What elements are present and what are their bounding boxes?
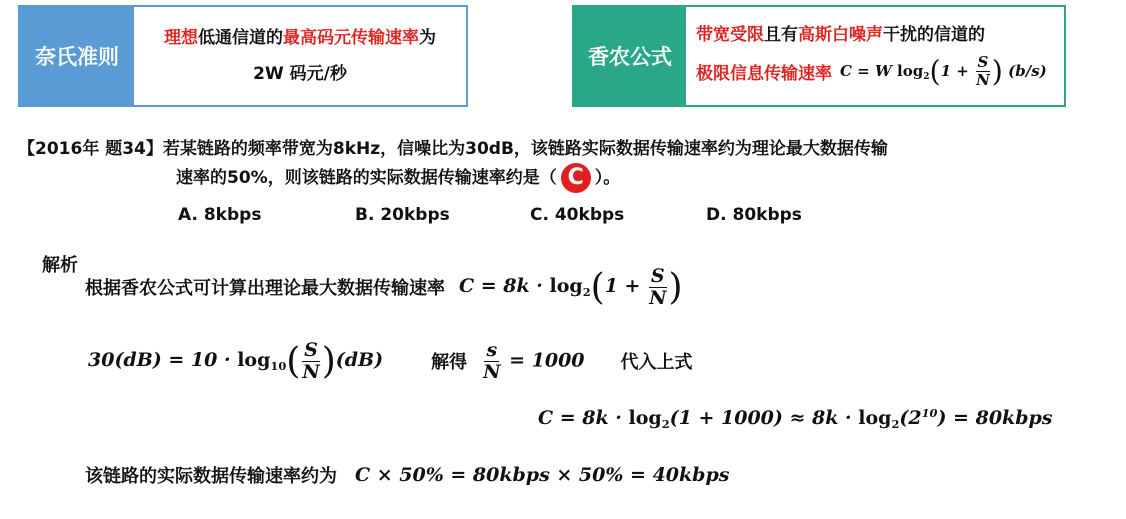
answer-badge: C [561, 163, 591, 193]
substitute-label: 代入上式 [620, 352, 693, 373]
shannon-formula-box [572, 5, 1066, 107]
option-b: B. 20kbps [355, 205, 450, 225]
option-d: D. 80kbps [706, 205, 802, 225]
capacity-formula: $C = 8k \cdot \log_2(1 + 1000) \approx 8k \cdot \log_2(2^{10})$ = 80kbps [538, 406, 1053, 431]
shannon-limit-rate: 极限信息传输速率 [696, 63, 832, 84]
shannon-bandlimited: 带宽受限 [696, 24, 764, 45]
step1-text: 根据香农公式可计算出理论最大数据传输速率 [85, 278, 445, 299]
nyquist-is: 为 [419, 28, 436, 48]
nyquist-value: 2W 码元/秒 [253, 64, 347, 84]
conclusion-formula: C × 50% = 80kbps × 50% = 40kbps [355, 464, 730, 486]
solve-label: 解得 [431, 352, 468, 373]
question-line2-text: 速率的50%，则该链路的实际数据传输速率约是（ [176, 168, 557, 188]
analysis-conclusion [85, 462, 729, 488]
option-c: C. 40kbps [530, 205, 625, 225]
shannon-text [686, 7, 1064, 105]
nyquist-ideal: 理想 [164, 28, 198, 48]
conclusion-text: 该链路的实际数据传输速率约为 [85, 466, 337, 487]
question [18, 135, 1108, 193]
db-formula: $30(dB) = 10 \cdot \log_{10}$( $\frac{S}{N}$ )(dB) [88, 338, 384, 383]
question-line1: 【2016年 题34】若某链路的频率带宽为8kHz，信噪比为30dB，该链路实际数据传输速率约为理论最大数据传输 [18, 139, 888, 159]
question-line2 [18, 163, 1108, 193]
step1-formula: $C = 8k \cdot \log_2(1$ + $\frac{S}{N}$ ) [459, 264, 683, 309]
option-a: A. 8kbps [178, 205, 262, 225]
snr-result: $\frac{s}{N}$ = 1000 [483, 338, 585, 383]
analysis-step3 [538, 406, 1052, 431]
analysis-heading: 解析 [42, 255, 78, 276]
analysis-step1 [85, 266, 683, 308]
nyquist-lowpass: 低通信道的 [198, 28, 283, 48]
nyquist-tag: 奈氏准则 [20, 7, 134, 105]
shannon-formula: C = W $\log_2(1$ + $\frac{S}{N}$ ) (b/s) [840, 53, 1047, 90]
nyquist-text [134, 7, 466, 105]
nyquist-criterion-box [18, 5, 468, 107]
nyquist-max-symbol-rate: 最高码元传输速率 [283, 28, 419, 48]
shannon-gaussian-noise: 高斯白噪声 [798, 24, 883, 45]
shannon-tag: 香农公式 [574, 7, 686, 105]
question-line2-end: ）。 [594, 168, 621, 188]
shannon-and: 且有 [764, 24, 798, 45]
shannon-channel: 干扰的信道的 [883, 24, 985, 45]
analysis-step2 [88, 340, 693, 382]
